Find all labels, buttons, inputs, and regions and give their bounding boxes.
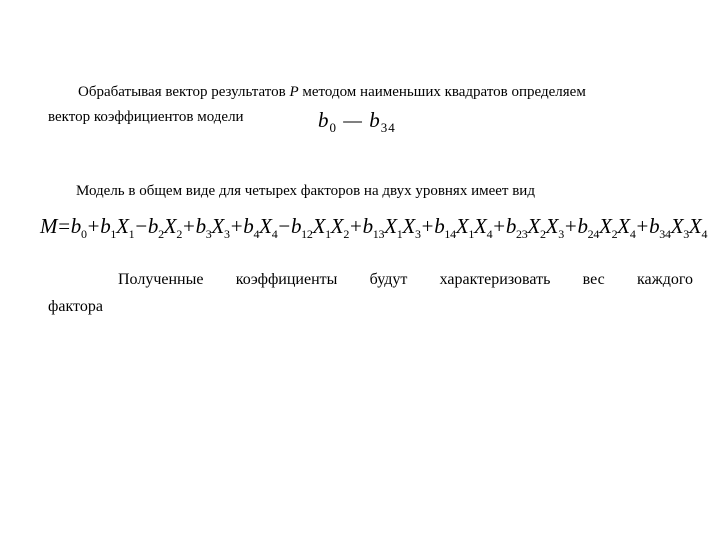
equation-equals: = (58, 214, 70, 238)
term-factor-index: 1 (396, 227, 403, 242)
equation-operator: + (183, 214, 195, 238)
formula-sub-to: 34 (380, 120, 396, 136)
equation-term (636, 214, 708, 242)
equation-term (421, 214, 493, 242)
term-factor: X (688, 214, 702, 238)
term-coefficient-index: 24 (587, 227, 600, 242)
term-factor: X (312, 214, 326, 238)
term-factor: X (259, 214, 272, 238)
term-coefficient: b (100, 214, 111, 238)
term-factor: X (545, 214, 559, 238)
equation-term (277, 214, 350, 242)
equation-term (87, 214, 135, 242)
term-coefficient: b (434, 214, 445, 238)
formula-sub-from: 0 (329, 120, 337, 136)
equation-term (349, 214, 421, 242)
term-factor: X (455, 214, 469, 238)
term-coefficient-index: 23 (516, 227, 528, 242)
equation-operator: + (350, 214, 362, 238)
term-factor: X (527, 214, 540, 238)
term-coefficient: b (70, 214, 81, 238)
term-coefficient: b (649, 214, 660, 238)
term-factor-index: 2 (539, 227, 546, 242)
term-factor: X (211, 214, 225, 238)
term-factor: X (116, 214, 129, 238)
term-factor: X (670, 214, 684, 238)
equation-operator: + (493, 214, 505, 238)
term-factor-index: 2 (176, 227, 183, 242)
term-factor-index: 4 (629, 227, 636, 242)
p3-line2: фактора (48, 298, 103, 315)
term-factor-index: 2 (343, 227, 350, 242)
term-factor: X (384, 214, 397, 238)
equation-operator: + (564, 214, 577, 238)
term-coefficient: b (577, 214, 588, 238)
equation-operator: + (87, 214, 100, 238)
formula-b-first: b (318, 108, 330, 132)
term-factor-index: 3 (558, 227, 564, 242)
p1-text-after: методом наименьших квадратов определяем (298, 84, 586, 100)
term-factor-index: 4 (486, 227, 493, 242)
equation-term (182, 214, 230, 242)
term-factor-index: 1 (128, 227, 135, 242)
p1-text-before: Обрабатывая вектор результатов (78, 84, 290, 100)
equation-term (70, 214, 87, 242)
formula-b-last: b (369, 108, 381, 132)
term-factor-index: 3 (683, 227, 689, 242)
term-factor-index: 4 (701, 227, 708, 242)
model-equation (40, 212, 715, 248)
term-coefficient: b (243, 214, 254, 238)
formula-dash: — (337, 108, 370, 132)
equation-operator: − (135, 214, 147, 238)
term-factor-index: 3 (224, 227, 230, 242)
equation-operator: + (230, 214, 243, 238)
term-factor-index: 1 (325, 227, 331, 242)
term-coefficient-index: 3 (205, 227, 212, 242)
p1-symbol-p: P (289, 84, 299, 100)
term-coefficient-index: 2 (158, 227, 164, 242)
equation-operator: + (636, 214, 649, 238)
term-coefficient-index: 13 (372, 227, 385, 242)
term-factor: X (330, 214, 344, 238)
p1-line2: вектор коэффициентов модели (48, 109, 244, 125)
equation-term (492, 214, 564, 242)
term-coefficient: b (147, 214, 159, 238)
equation-operator: − (278, 214, 290, 238)
equation-operator: + (421, 214, 434, 238)
coefficient-range-formula (318, 108, 396, 140)
equation-term (564, 214, 636, 242)
paragraph-coefficients-vector (48, 80, 708, 136)
term-coefficient: b (290, 214, 302, 238)
term-factor: X (163, 214, 177, 238)
equation-terms (70, 214, 708, 242)
p3-line1: Полученные коэффициенты будут характеризовать вес каждого (118, 271, 693, 288)
term-factor-index: 2 (611, 227, 618, 242)
paragraph-model-intro: Модель в общем виде для четырех факторов на двух уровнях имеет вид (76, 183, 535, 199)
equation-term (230, 214, 278, 242)
paragraph-conclusion (48, 266, 693, 320)
term-coefficient-index: 12 (301, 227, 313, 242)
term-factor-index: 4 (271, 227, 278, 242)
equation-term (134, 214, 183, 242)
term-coefficient: b (505, 214, 517, 238)
term-factor-index: 3 (414, 227, 421, 242)
term-coefficient-index: 0 (80, 227, 87, 242)
term-factor: X (617, 214, 630, 238)
term-factor: X (402, 214, 415, 238)
term-factor: X (474, 214, 487, 238)
term-coefficient-index: 4 (253, 227, 260, 242)
term-coefficient-index: 1 (110, 227, 117, 242)
term-factor: X (599, 214, 612, 238)
equation-lhs: M (40, 214, 58, 238)
term-factor-index: 1 (468, 227, 475, 242)
term-coefficient: b (362, 214, 373, 238)
term-coefficient-index: 14 (444, 227, 456, 242)
term-coefficient: b (195, 214, 206, 238)
term-coefficient-index: 34 (659, 227, 671, 242)
